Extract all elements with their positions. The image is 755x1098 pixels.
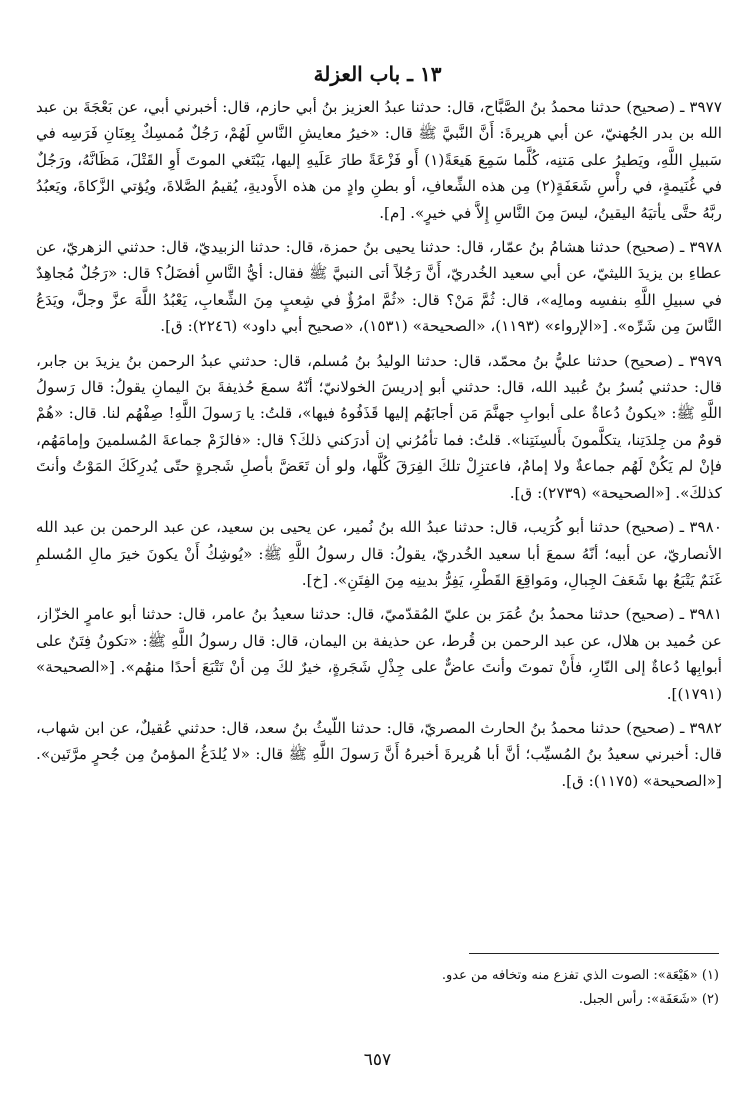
hadith-3978: ٣٩٧٨ ـ (صحيح) حدثنا هشامُ بنُ عمّار، قال: حدثنا يحيى بنُ حمزة، قال: حدثنا الزبيديّ، قال: حدثني الزهريّ، عن عطاءِ بن يزيدَ الليثيّ، عن أبي سعيد الخُدريّ، أَنَّ رَجُلاً أتى النبيَّ ﷺ فقال: أيُّ النَّاسِ أفضَلُ؟ قال: «رَجُلٌ مُجاهِدٌ في سبيلِ اللَّهِ بنفسِه ومالِه»، قال: ثُمَّ مَنْ؟ قال: «ثُمَّ امرُؤٌ في شِعبٍ مِنَ الشِّعابِ، يَعْبُدُ اللَّهَ عزَّ وجلَّ، ويَدَعُ النَّاسَ مِن شَرِّه». [«الإرواء» (١١٩٣)، «الصحيحة» (١٥٣١)، «صحيح أبي داود» (٢٢٤٦): ق]. (36, 238, 722, 336)
hadith-3981: ٣٩٨١ ـ (صحيح) حدثنا محمدُ بنُ عُمَرَ بن عليّ المُقدّميّ، قال: حدثنا سعيدُ بنُ عامر، قال: حدثنا أبو عامرٍ الخزّاز، عن حُميد بن هلال، عن عبد الرحمن بن قُرط، عن حذيفة بن اليمان، قال: قال رسولُ اللَّهِ ﷺ: «تكونُ فِتَنٌ على أبوابِها دُعاةٌ إلى النّارِ، فأَنْ تموتَ وأنتَ عاضٌّ على جِذْلِ شَجَرةٍ، خيرٌ لكَ مِن أنْ تَتْبَعَ أحدًا منهُم». [«الصحيحة» (١٧٩١)]. (36, 605, 722, 703)
footnote-1: (١) «هَيْعَة»: الصوت الذي تفزع منه وتخافه من عدو. (441, 968, 719, 983)
hadith-3979: ٣٩٧٩ ـ (صحيح) حدثنا عليُّ بنُ محمّد، قال: حدثنا الوليدُ بنُ مُسلم، قال: حدثني عبدُ الرحمن بنُ يزيدَ بن جابر، قال: حدثني بُسرُ بنُ عُبيد الله، قال: حدثني أبو إدريسَ الخولانيّ؛ أنّهُ سمعَ حُذيفةَ بنَ اليمانِ يقولُ: قال رَسولُ اللَّهِ ﷺ: «يكونُ دُعاةٌ على أبوابِ جهنَّمَ مَن أجابَهُم إليها قَذَفُوهُ فيها»، قلتُ: يا رَسولَ اللَّهِ! صِفْهُم لنا. قال: «هُمْ قومٌ من جِلدَتِنا، يتكلَّمونَ بأَلسِنَتِنا». قلتُ: فما تأمُرُني إن أدرَكني ذلكَ؟ قال: «فالزَمْ جماعةَ المُسلمينَ وإمامَهُم، فإنْ لم يَكُنْ لَهُم جماعةٌ ولا إمامٌ، فاعتزِلْ تلكَ الفِرَقَ كُلَّها، ولو أن تَعَضَّ بأصلِ شَجرةٍ حتّى يُدرِكَكَ المَوْتُ وأنتَ كذلكَ». [«الصحيحة» (٢٧٣٩): ق]. (36, 351, 722, 502)
hadith-3977: ٣٩٧٧ ـ (صحيح) حدثنا محمدُ بنُ الصَّبَّاح، قال: حدثنا عبدُ العزيز بنُ أبي حازم، قال: أخبرني أبي، عن بَعْجَةَ بن عبد الله بن بدر الجُهنيّ، عن أبي هريرةَ: أَنَّ النَّبيَّ ﷺ قال: «خيرُ معايشِ النَّاسِ لَهُمْ، رَجُلٌ مُمسِكٌ بِعِنَانِ فَرَسِه في سَبيلِ اللَّهِ، ويَطيرُ على مَتنِه، كُلَّما سَمِعَ هَيعَةً(١) أَو فَزْعَةً طارَ عَلَيهِ إليها، يَبْتَغي الموتَ أَوِ القَتْلَ، مَظَانَّهُ، ورَجُلٌ في غُنَيمةٍ، في رأْسِ شَعَفَةٍ(٢) مِن هذه الشِّعافِ، أو بطنِ وادٍ من هذه الأَوديةِ، يُقيمُ الصَّلاةَ، ويُؤتي الزَّكاةَ، ويَعبُدُ ربَّهُ حتَّى يأتيَهُ اليقينُ، ليسَ مِنَ النَّاسِ إِلاَّ في خيرٍ». [م]. (36, 98, 722, 222)
chapter-title: ١٣ ـ باب العزلة (313, 62, 442, 86)
hadith-3980: ٣٩٨٠ ـ (صحيح) حدثنا أبو كُرَيب، قال: حدثنا عبدُ الله بنُ نُمير، عن يحيى بن سعيد، عن عبد الرحمن بن عبد الله الأنصاريّ، عن أبيه؛ أنّهُ سمعَ أبا سعيد الخُدريّ، يقولُ: قال رسولُ اللَّهِ ﷺ: «يُوشِكُ أَنْ يكونَ خيرَ مالِ المُسلمِ غَنَمٌ يَتْبَعُ بها شَعَفَ الجِبالِ، ومَواقِعَ القَطْرِ، يَفِرُّ بدينِه مِنَ الفِتَنِ». [خ]. (36, 518, 722, 589)
hadith-3982: ٣٩٨٢ ـ (صحيح) حدثنا محمدُ بنُ الحارث المصريّ، قال: حدثنا اللّيثُ بنُ سعد، قال: حدثني عُقيلٌ، عن ابن شهاب، قال: أخبرني سعيدُ بنُ المُسيِّب؛ أنَّ أبا هُريرةَ أخبرهُ أَنَّ رَسولَ اللَّهِ ﷺ قال: «لا يُلدَغُ المؤمنُ مِن جُحرٍ مرَّتَين». [«الصحيحة» (١١٧٥): ق]. (36, 718, 722, 790)
footnote-2: (٢) «شَعَفَة»: رأس الجبل. (578, 992, 719, 1007)
footnotes (33, 964, 719, 1012)
page-number: ٦٥٧ (363, 1050, 392, 1070)
footnote-divider (469, 953, 719, 954)
hadith-list (36, 94, 722, 802)
